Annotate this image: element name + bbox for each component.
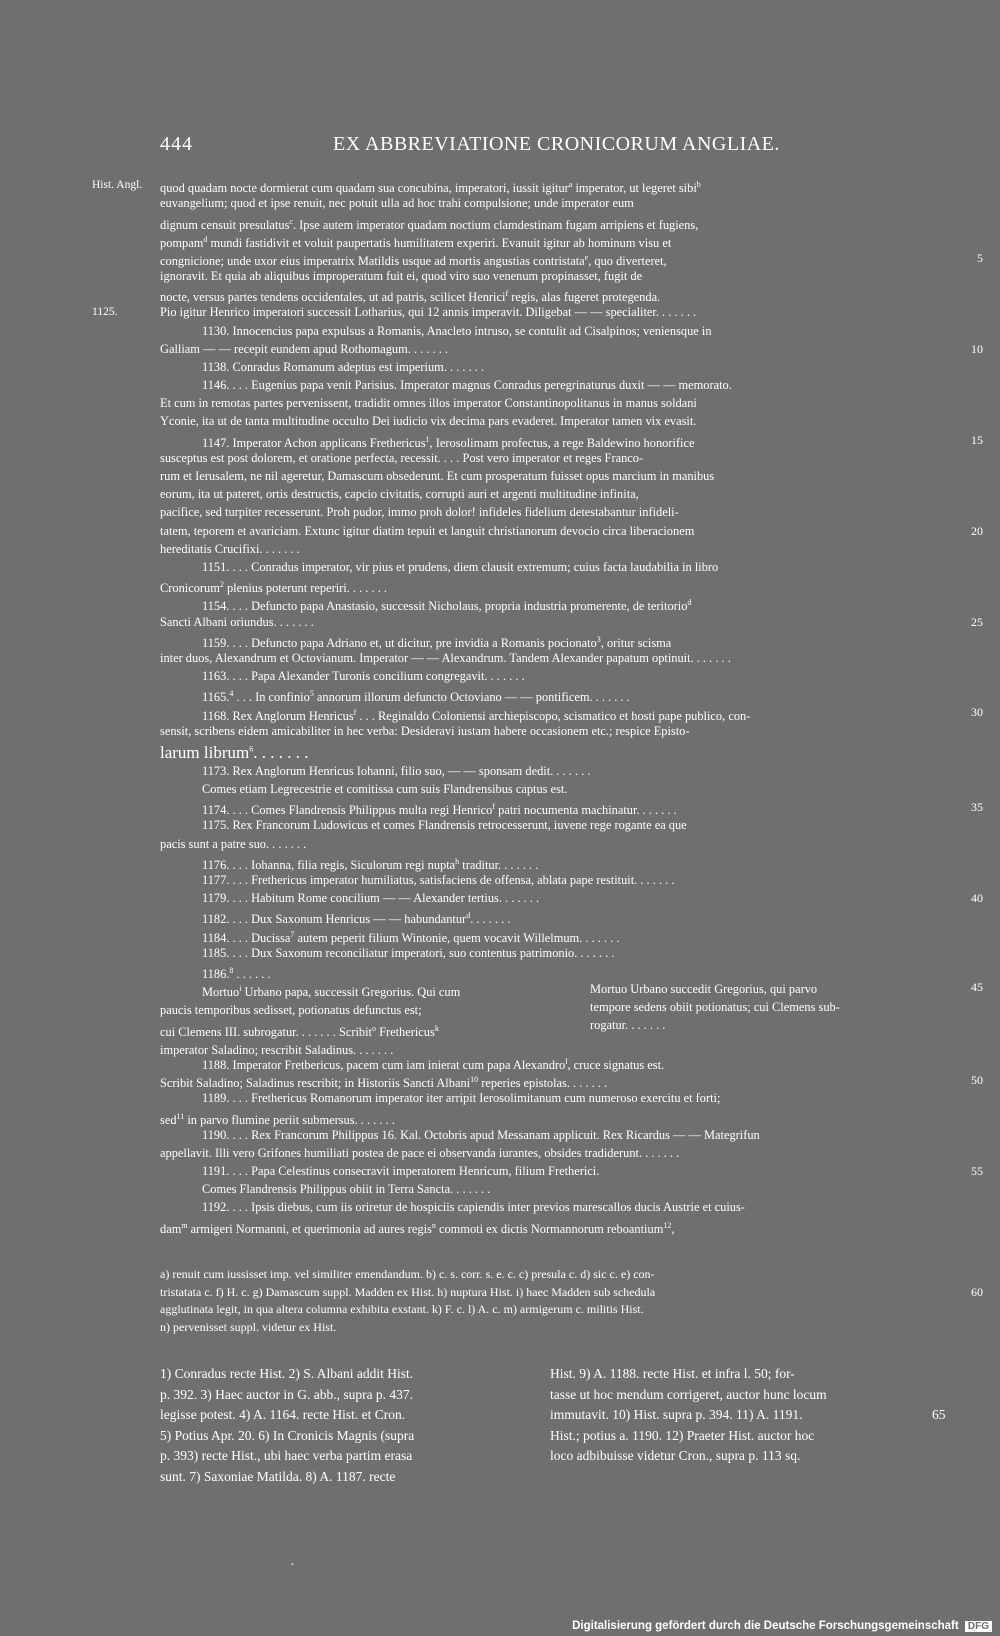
page-header [0,133,1000,163]
line-text: 1159. . . . Defuncto papa Adriano et, ut dicitur, pre invidia a Romanis pocionato$^3$, oritur scisma [202,634,672,650]
line-text: larum librum$^6$. . . . . . . [160,743,309,763]
text-line [160,631,923,649]
column-line: Mortuo$^i$ Urbano papa, successit Gregorius. Qui cum [202,984,461,1000]
text-line [160,522,983,540]
line-text: 1176. . . . Iohanna, filia regis, Siculorum regi nupta$^h$ traditur. . . . . . . [202,856,539,872]
text-line [160,431,983,450]
line-text: inter duos, Alexandrum et Octovianum. Imperator — — Alexandrum. Tandem Alexander papatum optinuit. . . . . . . [160,650,731,665]
footnote-line: p. 393) recte Hist., ubi haec verba partim erasa [160,1448,413,1463]
text-line [160,467,923,485]
text-line [160,1198,923,1216]
line-text: 1184. . . . Ducissa$^7$ autem peperit filium Wintonie, quem vocavit Willelmum. . . . . . . [202,929,620,945]
text-line [160,613,983,631]
text-line [160,194,923,212]
line-text: 1130. Innocencius papa expulsus a Romanis, Anacleto intruso, se contulit ad Cisalpinos; veniensque in [202,323,712,338]
line-text: euvangelium; quod et ipse renuit, nec potuit ulla ad hoc trahi compulsione; unde imperator eum [160,196,634,211]
variant-text: a) renuit cum iussisset imp. vel similiter emendandum. b) c. s. corr. s. e. c. c) presula c. d) sic c. e) con- [160,1267,655,1281]
variant-note [160,1301,923,1319]
line-text: pompam$^d$ mundi fastidivit et voluit paupertatis humilitatem experiri. Evanuit igitur ab hominum visu et [160,234,672,250]
line-text: 1188. Imperator Fretbericus, pacem cum iam inierat cum papa Alexandro$^l$, cruce signatus est. [202,1056,665,1072]
text-line [160,285,923,303]
dfg-logo-icon: DFG [965,1621,992,1632]
line-text: Cronicorum$^2$ plenius poterunt reperiri. . . . . . . [160,580,387,596]
text-line [160,212,923,230]
column-line: paucis temporibus sedisset, potionatus defunctus est; [160,1003,422,1018]
line-text: 1191. . . . Papa Celestinus consecravit imperatorem Henricum, filium Fretherici. [202,1163,600,1178]
line-number: 15 [971,432,983,447]
text-line [160,1180,923,1198]
line-text: Yconie, ita ut de tanta multitudine occulto Dei iudicio vix decima pars evaderet. Imperator tamen vix evasit. [160,414,697,429]
line-text: hereditatis Crucifixi. . . . . . . [160,541,300,556]
text-line [160,962,923,980]
text-line [160,449,923,467]
variant-text: tristatata c. f) H. c. g) Damascum suppl. Madden ex Hist. h) nuptura Hist. i) haec Madden sub schedula [160,1284,656,1299]
text-line [160,267,923,285]
text-line [160,594,923,612]
line-text: 1165.$^4$ . . . In confinio$^5$ annorum illorum defuncto Octoviano — — pontificem. . . . . . . [202,689,630,705]
text-line [160,667,923,685]
variant-note [160,1319,923,1337]
text-line [160,558,923,576]
line-number: 50 [971,1073,983,1088]
line-text: 1138. Conradus Romanum adeptus est imperium. . . . . . . [202,359,485,374]
footnote-line: tasse ut hoc mendum corrigeret, auctor hunc locum [550,1386,827,1402]
text-line [160,249,983,268]
line-text: 1147. Imperator Achon applicans Frethericus$^1$, Ierosolimam profectus, a rege Baldewino honorifice [202,434,695,450]
line-text: Pio igitur Henrico imperatori successit Lotharius, qui 12 annis imperavit. Diligebat — — specialiter. . . . . . . [160,305,697,320]
line-text: Et cum in remotas partes pervenissent, tradidit omnes illos imperator Constantinopolitanus in manus soldani [160,396,697,411]
text-line [160,871,923,889]
text-line [160,576,923,594]
line-text: 1177. . . . Frethericus imperator humiliatus, satisfaciens de offensa, ablata pape restituit. . . . . . . [202,872,675,887]
line-number: 10 [971,341,983,356]
line-number: 60 [971,1284,983,1299]
line-text: quod quadam nocte dormierat cum quadam sua concubina, imperatori, iussit igitur$^a$ imperator, ut legeret sibi$^b$ [160,180,701,196]
text-line [160,1071,983,1091]
text-line [160,1107,923,1125]
line-number: 25 [971,614,983,629]
left-column-text [160,980,461,1059]
right-column-text [590,980,840,1035]
line-number: 45 [971,980,983,995]
footnote-line: 1) Conradus recte Hist. 2) S. Albani addit Hist. [160,1366,414,1381]
line-text: pacifice, sed turpiter recesserunt. Proh pudor, immo proh dolor! infideles fidelium detestabantur infideli- [160,505,679,520]
line-number: 55 [971,1163,983,1178]
text-line [92,303,923,321]
text-line [160,1162,983,1180]
text-line [160,376,923,394]
text-line [160,649,923,667]
line-text: 1179. . . . Habitum Rome concilium — — Alexander tertius. . . . . . . [202,891,540,906]
variant-text: n) pervenisset suppl. videtur ex Hist. [160,1319,337,1334]
text-line [160,780,923,798]
column-line: rogatur. . . . . . . [590,1018,666,1033]
line-text: eorum, ita ut pateret, ortis destructis, capcio civitatis, corrupti auri et argenti multitudine infinita, [160,487,639,502]
text-line [160,703,983,723]
variant-note [160,1266,923,1284]
line-text: susceptus est post dolorem, et oratione perfecta, recessit. . . . Post vero imperator et reges Franco- [160,450,644,465]
line-text: 1182. . . . Dux Saxonum Henricus — — habundantur$^d$. . . . . . . [202,911,511,927]
line-text: ignoravit. Et quia ab aliquibus improperatum fuit ei, quod viro suo venenum propinasset, fugit de [160,268,643,283]
line-text: congnicione; unde uxor eius imperatrix Matildis usque ad mortis angustias contristata$^e$, quo diverteret, [160,252,667,268]
text-line [160,944,923,962]
text-line [160,1144,923,1162]
text-line [160,798,983,818]
line-text: 1173. Rex Anglorum Henricus Iohanni, filio suo, — — sponsam dedit. . . . . . . [202,763,591,778]
line-text: 1175. Rex Francorum Ludowicus et comes Flandrensis retrocesserunt, iuvene rege rogante ea que [202,818,687,833]
column-line: tempore sedens obiit potionatus; cui Clemens sub- [590,1000,840,1015]
variant-text: agglutinata legit, in qua altera columna exhibita exstant. k) F. c. l) A. c. m) armigerum c. militis Hist. [160,1302,644,1316]
main-text [92,176,983,1236]
line-text: sensit, scribens eidem amicabiliter in hec verba: Desideravi iustam habere occasionem etc.; respice Episto- [160,723,690,738]
line-text: dignum censuit presulatus$^c$. Ipse autem imperator quadam noctium clamdestinam fugam arripiens et fugiens, [160,216,699,232]
line-text: Comes etiam Legrecestrie et comitissa cum suis Flandrensibus captus est. [202,782,568,796]
line-text: nocte, versus partes tendens occidentales, ut ad patris, scilicet Henrici$^f$ regis, alas fugeret protegenda. [160,289,661,305]
line-text: 1163. . . . Papa Alexander Turonis concilium congregavit. . . . . . . [202,669,525,684]
line-text: 1185. . . . Dux Saxonum reconciliatur imperatori, suo contentus patrimonio. . . . . . . [202,945,615,960]
line-number: 35 [971,800,983,815]
footnote-line: immutavit. 10) Hist. supra p. 394. 11) A. 1191. 65 [550,1405,925,1426]
line-text: pacis sunt a patre suo. . . . . . . [160,836,307,851]
line-text: dam$^m$ armigeri Normanni, et querimonia ad aures regis$^n$ commoti ex dictis Normannorum reboantium$^{12}$, [160,1220,675,1236]
text-line [160,503,923,521]
footnote-line: 5) Potius Apr. 20. 6) In Cronicis Magnis (supra [160,1427,415,1443]
line-number: 65 [932,1407,946,1422]
footer-credit[interactable] [572,1620,992,1632]
line-text: Comes Flandrensis Philippus obiit in Terra Sancta. . . . . . . [202,1182,491,1197]
text-line [160,816,923,834]
variant-note [160,1284,983,1302]
line-number: 20 [971,523,983,538]
line-text: tatem, teporem et avariciam. Extunc igitur diatim tepuit et languit christianorum devocio circa liberacionem [160,523,695,538]
column-line: Mortuo Urbano succedit Gregorius, qui parvo [590,982,818,997]
text-line [160,1053,923,1071]
line-text: 1146. . . . Eugenius papa venit Parisius. Imperator magnus Conradus peregrinaturus duxit — — memorato. [202,378,732,393]
line-text: sed$^{11}$ in parvo flumine periit submersus. . . . . . . [160,1111,395,1127]
line-text: appellavit. Illi vero Grifones humiliati postea de pace ei observanda iurantes, obsides tradiderunt. . . . . . . [160,1145,680,1160]
footnote-line: sunt. 7) Saxoniae Matilda. 8) A. 1187. recte [160,1468,396,1484]
line-text: 1190. . . . Rex Francorum Philippus 16. Kal. Octobris apud Messanam applicuit. Rex Ricardus — — Mategrifun [202,1127,760,1142]
footnote-line: Hist. 9) A. 1188. recte Hist. et infra l. 50; for- [550,1366,795,1381]
text-line [160,231,923,249]
margin-note: 1125. [92,306,118,319]
text-line [92,176,923,196]
text-line [160,358,923,376]
footnote-line: loco adbibuisse videtur Cron., supra p. 113 sq. [550,1448,801,1463]
text-line [160,853,923,871]
running-title: EX ABBREVIATIONE CRONICORUM ANGLIAE. [333,133,780,155]
text-line [160,394,923,412]
footnote-line: p. 392. 3) Haec auctor in G. abb., supra p. 437. [160,1386,414,1402]
line-text: 1186.$^8$ . . . . . . [202,965,271,981]
text-line [160,412,923,430]
page-number: 444 [160,133,193,155]
line-number: 30 [971,705,983,720]
line-text: Galliam — — recepit eundem apud Rothomagum. . . . . . . [160,341,449,356]
footnote-line: legisse potest. 4) A. 1164. recte Hist. et Cron. [160,1407,406,1422]
footer-text: Digitalisierung gefördert durch die Deutsche Forschungsgemeinschaft [572,1620,959,1632]
line-text: 1168. Rex Anglorum Henricus$^f$ . . . Reginaldo Coloniensi archiepiscopo, scismatico et hosti pape publico, con- [202,707,751,723]
stray-mark: · [290,1558,295,1573]
footnote-line: Hist.; potius a. 1190. 12) Praeter Hist. auctor hoc [550,1427,815,1443]
text-line [160,740,923,762]
text-line [160,685,923,703]
text-line [160,485,923,503]
line-text: 1192. . . . Ipsis diebus, cum iis oriretur de hospiciis capiendis inter previos marescallos ducis Austrie et cuius- [202,1200,745,1215]
line-text: 1151. . . . Conradus imperator, vir pius et prudens, diem clausit extremum; cuius facta laudabilia in libro [202,559,719,574]
two-column-block [160,980,983,1057]
line-text: 1174. . . . Comes Flandrensis Philippus multa regi Henrico$^f$ patri nocumenta machinatur. . . . . . . [202,802,677,818]
text-line [160,907,923,925]
text-line [160,340,983,358]
line-text: 1189. . . . Frethericus Romanorum imperator iter arripit Ierosolimitanum cum numeroso exercitu et forti; [202,1091,721,1106]
text-line [160,722,923,740]
line-text: rum et Ierusalem, ne nil ageretur, Damascum obsederunt. Et cum prosperatum fuisset opus marcium in manibus [160,469,715,483]
text-line [160,1089,923,1107]
text-line [160,835,923,853]
line-number: 40 [971,891,983,906]
text-line [160,540,923,558]
variant-apparatus [160,1266,983,1336]
text-line [160,926,923,944]
text-line [160,762,923,780]
column-line: cui Clemens III. subrogatur. . . . . . . Scribit$^o$ Frethericus$^k$ [160,1023,439,1039]
footnotes-right-column [550,1364,946,1467]
text-line [160,1126,923,1144]
line-number: 5 [977,250,983,265]
text-line [160,322,923,340]
line-text: Scribit Saladino; Saladinus rescribit; in Historiis Sancti Albani$^{10}$ reperies epistolas. . . . . . . [160,1075,608,1091]
margin-note: Hist. Angl. [92,179,143,191]
column-line: imperator Saladino; rescribit Saladinus. . . . . . . [160,1042,394,1057]
line-text: Sancti Albani oriundus. . . . . . . [160,614,314,629]
footnotes-left-column [160,1364,535,1487]
text-line [160,1217,923,1235]
text-line [160,889,983,907]
line-text: 1154. . . . Defuncto papa Anastasio, successit Nicholaus, propria industria promerente, de teritorio$^d$ [202,598,692,614]
